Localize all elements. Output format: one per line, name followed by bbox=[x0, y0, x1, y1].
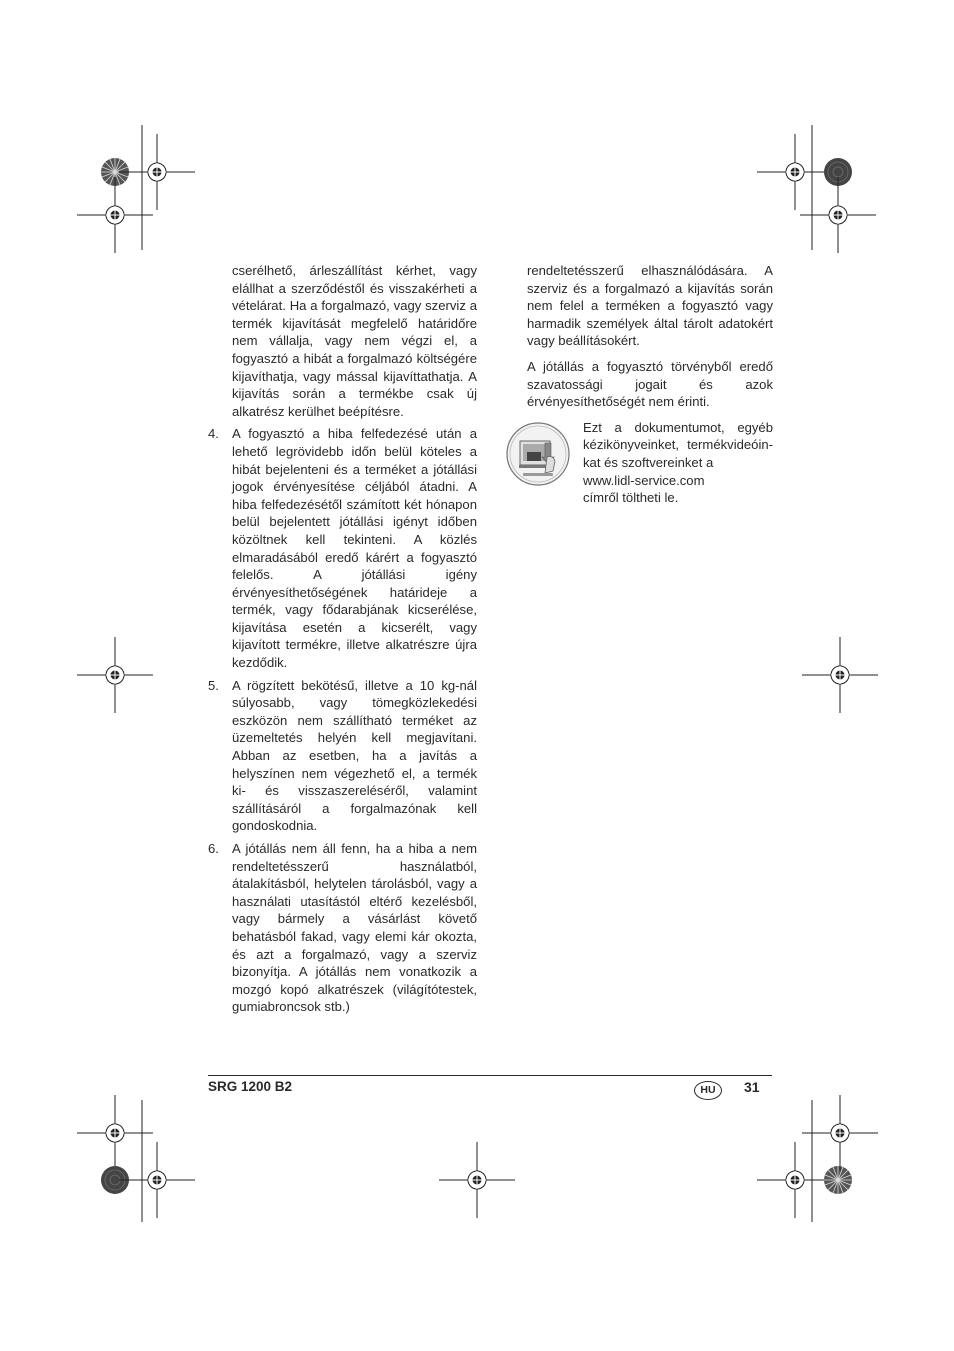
download-note-line: Ezt a dokumentumot, egyéb bbox=[583, 419, 773, 435]
download-note bbox=[527, 419, 773, 509]
model-number: SRG 1200 B2 bbox=[208, 1079, 293, 1094]
download-note-line: címről töltheti le. bbox=[583, 490, 679, 506]
footer-rule bbox=[208, 1075, 772, 1076]
list-item-text: A jótállás nem áll fenn, ha a hiba a nem rendeltetésszerű használatból, átalakításból, helytelen tárolásból, vagy a használati utasítástól eltérő kezelésből, vagy bármely a vásárlást követő behatásból fakad, vagy elemi kár okozta, és azt a forgalmazó, vagy a szerviz bizonyítja. A jótállás nem vonatkozik a mozgó kopó alkatrészek (világítótestek, gumiabroncsok stb.) bbox=[232, 841, 477, 1015]
continuation-paragraph: cserélhető, árleszállítást kérhet, vagy elállhat a szerződéstől és visszakérheti a vételárat. Ha a forgalmazó, vagy szerviz a termék kijavítását megfelelő határidőre nem vállalja, vagy nem végzi el, a fogyasztó a hibát a forgalmazó költségére kijavíthatja, vagy mással kijavíttathatja. A kijavítás során a termékbe csak új alkatrész kerülhet beépítésre. bbox=[232, 263, 477, 419]
list-item-text: A fogyasztó a hiba felfedezésé után a lehető legrövidebb időn belül köteles a hibát bejelenteni és a terméket a jótállási jogok érvényesítése céljából átadni. A hiba felfedezésétől számított két hónapon belül bejelentett jótállási igényt időben közöltnek kell tekinteni. A közlés elmaradásából eredő kárért a fogyasztó felelős. A jótállási igény érvényesíthetőségének határideje a termék, vagy fődarabjának kicserélése, kijavítása esetén a kicserélt, vagy kijavított termékre, illetve alkatrészre újra kezdődik. bbox=[232, 426, 477, 671]
paragraph: A jótállás a fogyasztó törvényből eredő szavatossági jogait és azok érvényesíthetőségét nem érinti. bbox=[527, 358, 773, 410]
list-item bbox=[208, 840, 477, 1016]
list-item-number: 6. bbox=[208, 841, 219, 856]
list-item bbox=[208, 425, 477, 671]
left-column bbox=[208, 262, 477, 1021]
service-url: www.lidl-service.com bbox=[583, 472, 705, 488]
download-note-text bbox=[583, 419, 773, 507]
page-number: 31 bbox=[744, 1079, 760, 1095]
download-note-line: kat és szoftvereinket a bbox=[583, 454, 714, 470]
language-badge: HU bbox=[694, 1081, 722, 1100]
list-item-text: A rögzített bekötésű, illetve a 10 kg-nál súlyosabb, vagy tömegközlekedési eszközön nem szállítható terméket az üzemeltetés helyén kell megjavítani. Abban az esetben, ha a javítás a helyszínen nem végezhető el, a termék ki- és visszaszereléséről, valamint szállításáról a forgalmazónak kell gondoskodnia. bbox=[232, 677, 477, 834]
list-item bbox=[208, 677, 477, 835]
list-item-number: 4. bbox=[208, 426, 219, 442]
download-service-icon bbox=[505, 421, 571, 487]
paragraph: rendeltetésszerű elhasználódására. A szerviz és a forgalmazó a kijavítás során nem felel a terméken a fogyasztó vagy harmadik személyek által tárolt adatokért vagy beállításokért. bbox=[527, 263, 773, 349]
list-item-number: 5. bbox=[208, 677, 219, 693]
right-column bbox=[527, 262, 773, 509]
download-note-line: kézikönyveinket, termékvideóin- bbox=[583, 437, 773, 453]
